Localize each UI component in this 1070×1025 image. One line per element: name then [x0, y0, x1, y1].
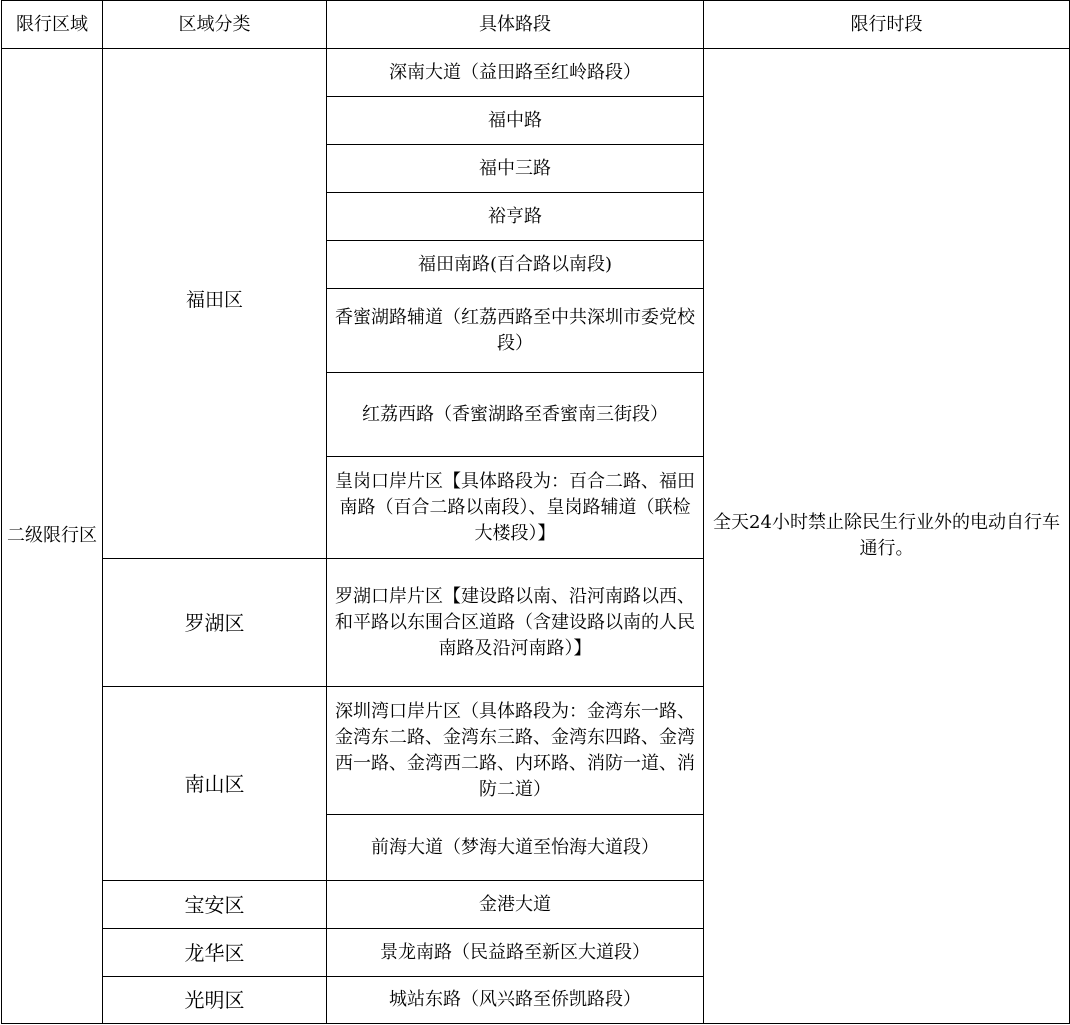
- road-cell: 红荔西路（香蜜湖路至香蜜南三街段）: [327, 373, 704, 457]
- road-cell: 福中三路: [327, 145, 704, 193]
- road-cell: 城站东路（风兴路至侨凯路段）: [327, 977, 704, 1024]
- header-zone: 限行区域: [2, 1, 103, 49]
- road-cell: 福中路: [327, 97, 704, 145]
- road-cell: 深圳湾口岸片区（具体路段为：金湾东一路、金湾东二路、金湾东三路、金湾东四路、金湾西一路、金湾西二路、内环路、消防一道、消防二道）: [327, 687, 704, 815]
- district-nanshan: 南山区: [103, 687, 327, 881]
- district-guangming: 光明区: [103, 977, 327, 1024]
- road-cell: 罗湖口岸片区【建设路以南、沿河南路以西、和平路以东围合区道路（含建设路以南的人民南路及沿河南路）】: [327, 559, 704, 687]
- road-cell: 皇岗口岸片区【具体路段为：百合二路、福田南路（百合二路以南段）、皇岗路辅道（联检大楼段）】: [327, 457, 704, 559]
- district-baoan: 宝安区: [103, 881, 327, 929]
- district-longhua: 龙华区: [103, 929, 327, 977]
- time-cell: 全天24小时禁止除民生行业外的电动自行车通行。: [704, 49, 1070, 1024]
- zone-cell: 二级限行区: [2, 49, 103, 1024]
- road-cell: 福田南路(百合路以南段): [327, 241, 704, 289]
- header-row: [2, 1, 1070, 49]
- road-cell: 深南大道（益田路至红岭路段）: [327, 49, 704, 97]
- table-row: [2, 49, 1070, 97]
- road-cell: 前海大道（梦海大道至怡海大道段）: [327, 815, 704, 881]
- header-time: 限行时段: [704, 1, 1070, 49]
- header-road: 具体路段: [327, 1, 704, 49]
- road-cell: 金港大道: [327, 881, 704, 929]
- district-luohu: 罗湖区: [103, 559, 327, 687]
- road-cell: 香蜜湖路辅道（红荔西路至中共深圳市委党校段）: [327, 289, 704, 373]
- restriction-table: [1, 0, 1070, 1024]
- district-futian: 福田区: [103, 49, 327, 559]
- road-cell: 景龙南路（民益路至新区大道段）: [327, 929, 704, 977]
- header-category: 区域分类: [103, 1, 327, 49]
- road-cell: 裕亨路: [327, 193, 704, 241]
